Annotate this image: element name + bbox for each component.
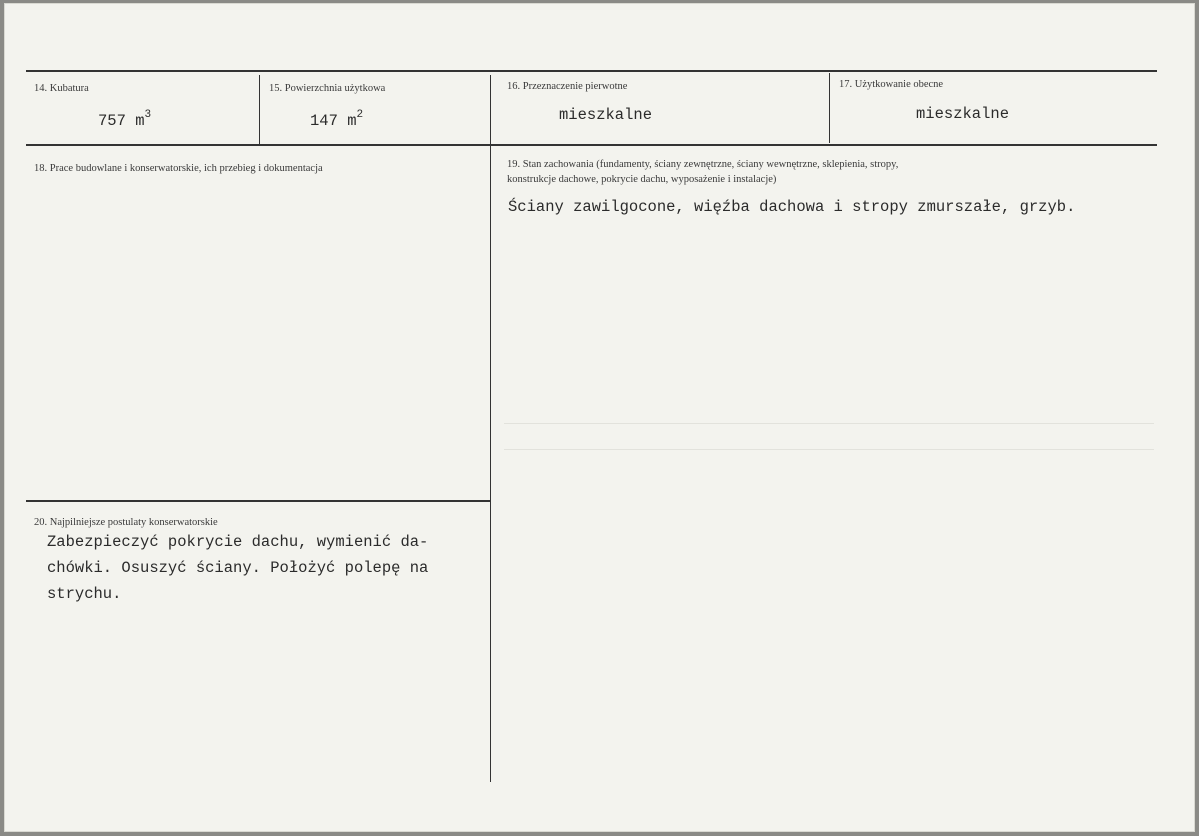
col-divider-2 xyxy=(490,75,491,782)
kubatura-label: 14. Kubatura xyxy=(34,83,89,94)
powierzchnia-label: 15. Powierzchnia użytkowa xyxy=(269,83,386,94)
top-rule xyxy=(26,70,1157,72)
kubatura-number: 757 m xyxy=(98,112,145,131)
powierzchnia-number: 147 m xyxy=(310,112,357,131)
uzytkowanie-label: 17. Użytkowanie obecne xyxy=(839,79,944,90)
postulaty-line-1: Zabezpieczyć pokrycie dachu, wymienić da- xyxy=(47,533,429,551)
powierzchnia-value xyxy=(310,104,363,134)
kubatura-value xyxy=(98,104,151,134)
header-bottom-rule xyxy=(26,144,1157,146)
przeznaczenie-label: 16. Przeznaczenie pierwotne xyxy=(507,81,628,92)
col-divider-3 xyxy=(829,73,830,143)
uzytkowanie-value: mieszkalne xyxy=(916,105,1010,123)
stan-label-line1: 19. Stan zachowania (fundamenty, ściany zewnętrzne, ściany wewnętrzne, sklepienia, stropy, xyxy=(507,159,899,170)
kubatura-exponent: 3 xyxy=(144,109,152,121)
section-divider-rule xyxy=(26,500,490,502)
prace-label: 18. Prace budowlane i konserwatorskie, ich przebieg i dokumentacja xyxy=(34,163,323,174)
faint-line xyxy=(504,449,1154,450)
record-card xyxy=(4,3,1195,832)
stan-value: Ściany zawilgocone, więźba dachowa i stropy zmurszałe, grzyb. xyxy=(508,198,1076,216)
powierzchnia-exponent: 2 xyxy=(356,109,364,121)
postulaty-line-2: chówki. Osuszyć ściany. Położyć polepę na xyxy=(47,559,429,577)
postulaty-label: 20. Najpilniejsze postulaty konserwatorskie xyxy=(34,517,218,528)
faint-line xyxy=(504,423,1154,424)
postulaty-line-3: strychu. xyxy=(47,585,122,603)
col-divider-1 xyxy=(259,75,260,145)
przeznaczenie-value: mieszkalne xyxy=(559,106,653,124)
stan-label-line2: konstrukcje dachowe, pokrycie dachu, wyposażenie i instalacje) xyxy=(507,174,777,185)
